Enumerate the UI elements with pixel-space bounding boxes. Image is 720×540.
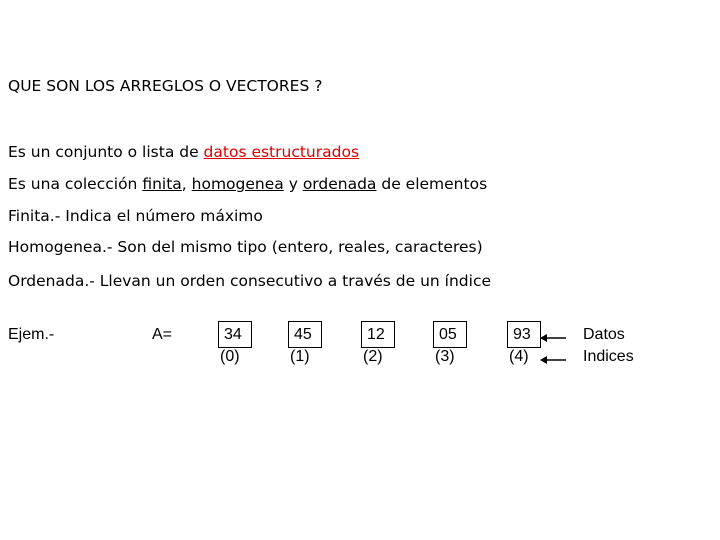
cell-index: (1) <box>290 348 310 365</box>
definition-text: Es un conjunto o lista de <box>8 143 204 161</box>
description-text: y <box>283 175 303 193</box>
array-cell <box>361 321 395 369</box>
legend-index-label: Indices <box>583 348 634 365</box>
example-label: Ejem.- <box>8 326 55 343</box>
pointer-arrows <box>536 328 576 368</box>
term-homogenea: homogenea <box>191 175 284 193</box>
cell-index: (3) <box>435 348 455 365</box>
description-line <box>8 175 487 193</box>
cell-value: 45 <box>294 326 312 343</box>
description-text: de elementos <box>376 175 488 193</box>
array-cell <box>288 321 322 369</box>
cell-value: 34 <box>224 326 242 343</box>
index-arrow-icon <box>540 356 566 364</box>
term-finita: finita <box>142 175 182 193</box>
ordenada-definition: Ordenada.- Llevan un orden consecutivo a través de un índice <box>8 272 492 290</box>
cell-index: (0) <box>220 348 240 365</box>
description-text: , <box>181 175 192 193</box>
cell-index: (4) <box>509 348 529 365</box>
homogenea-definition: Homogenea.- Son del mismo tipo (entero, reales, caracteres) <box>8 238 483 256</box>
finita-definition: Finita.- Indica el número máximo <box>8 207 263 225</box>
definition-line <box>8 143 359 161</box>
array-cell <box>433 321 467 369</box>
description-text: Es una colección <box>8 175 143 193</box>
data-arrow-icon <box>540 334 566 342</box>
highlight-term: datos estructurados <box>203 143 360 161</box>
cell-value: 93 <box>513 326 531 343</box>
legend-data-label: Datos <box>583 326 625 343</box>
array-cell <box>218 321 252 369</box>
array-label: A= <box>152 326 173 343</box>
cell-value: 05 <box>439 326 457 343</box>
cell-value: 12 <box>367 326 385 343</box>
term-ordenada: ordenada <box>302 175 377 193</box>
cell-index: (2) <box>363 348 383 365</box>
page-title: QUE SON LOS ARREGLOS O VECTORES ? <box>8 77 323 95</box>
